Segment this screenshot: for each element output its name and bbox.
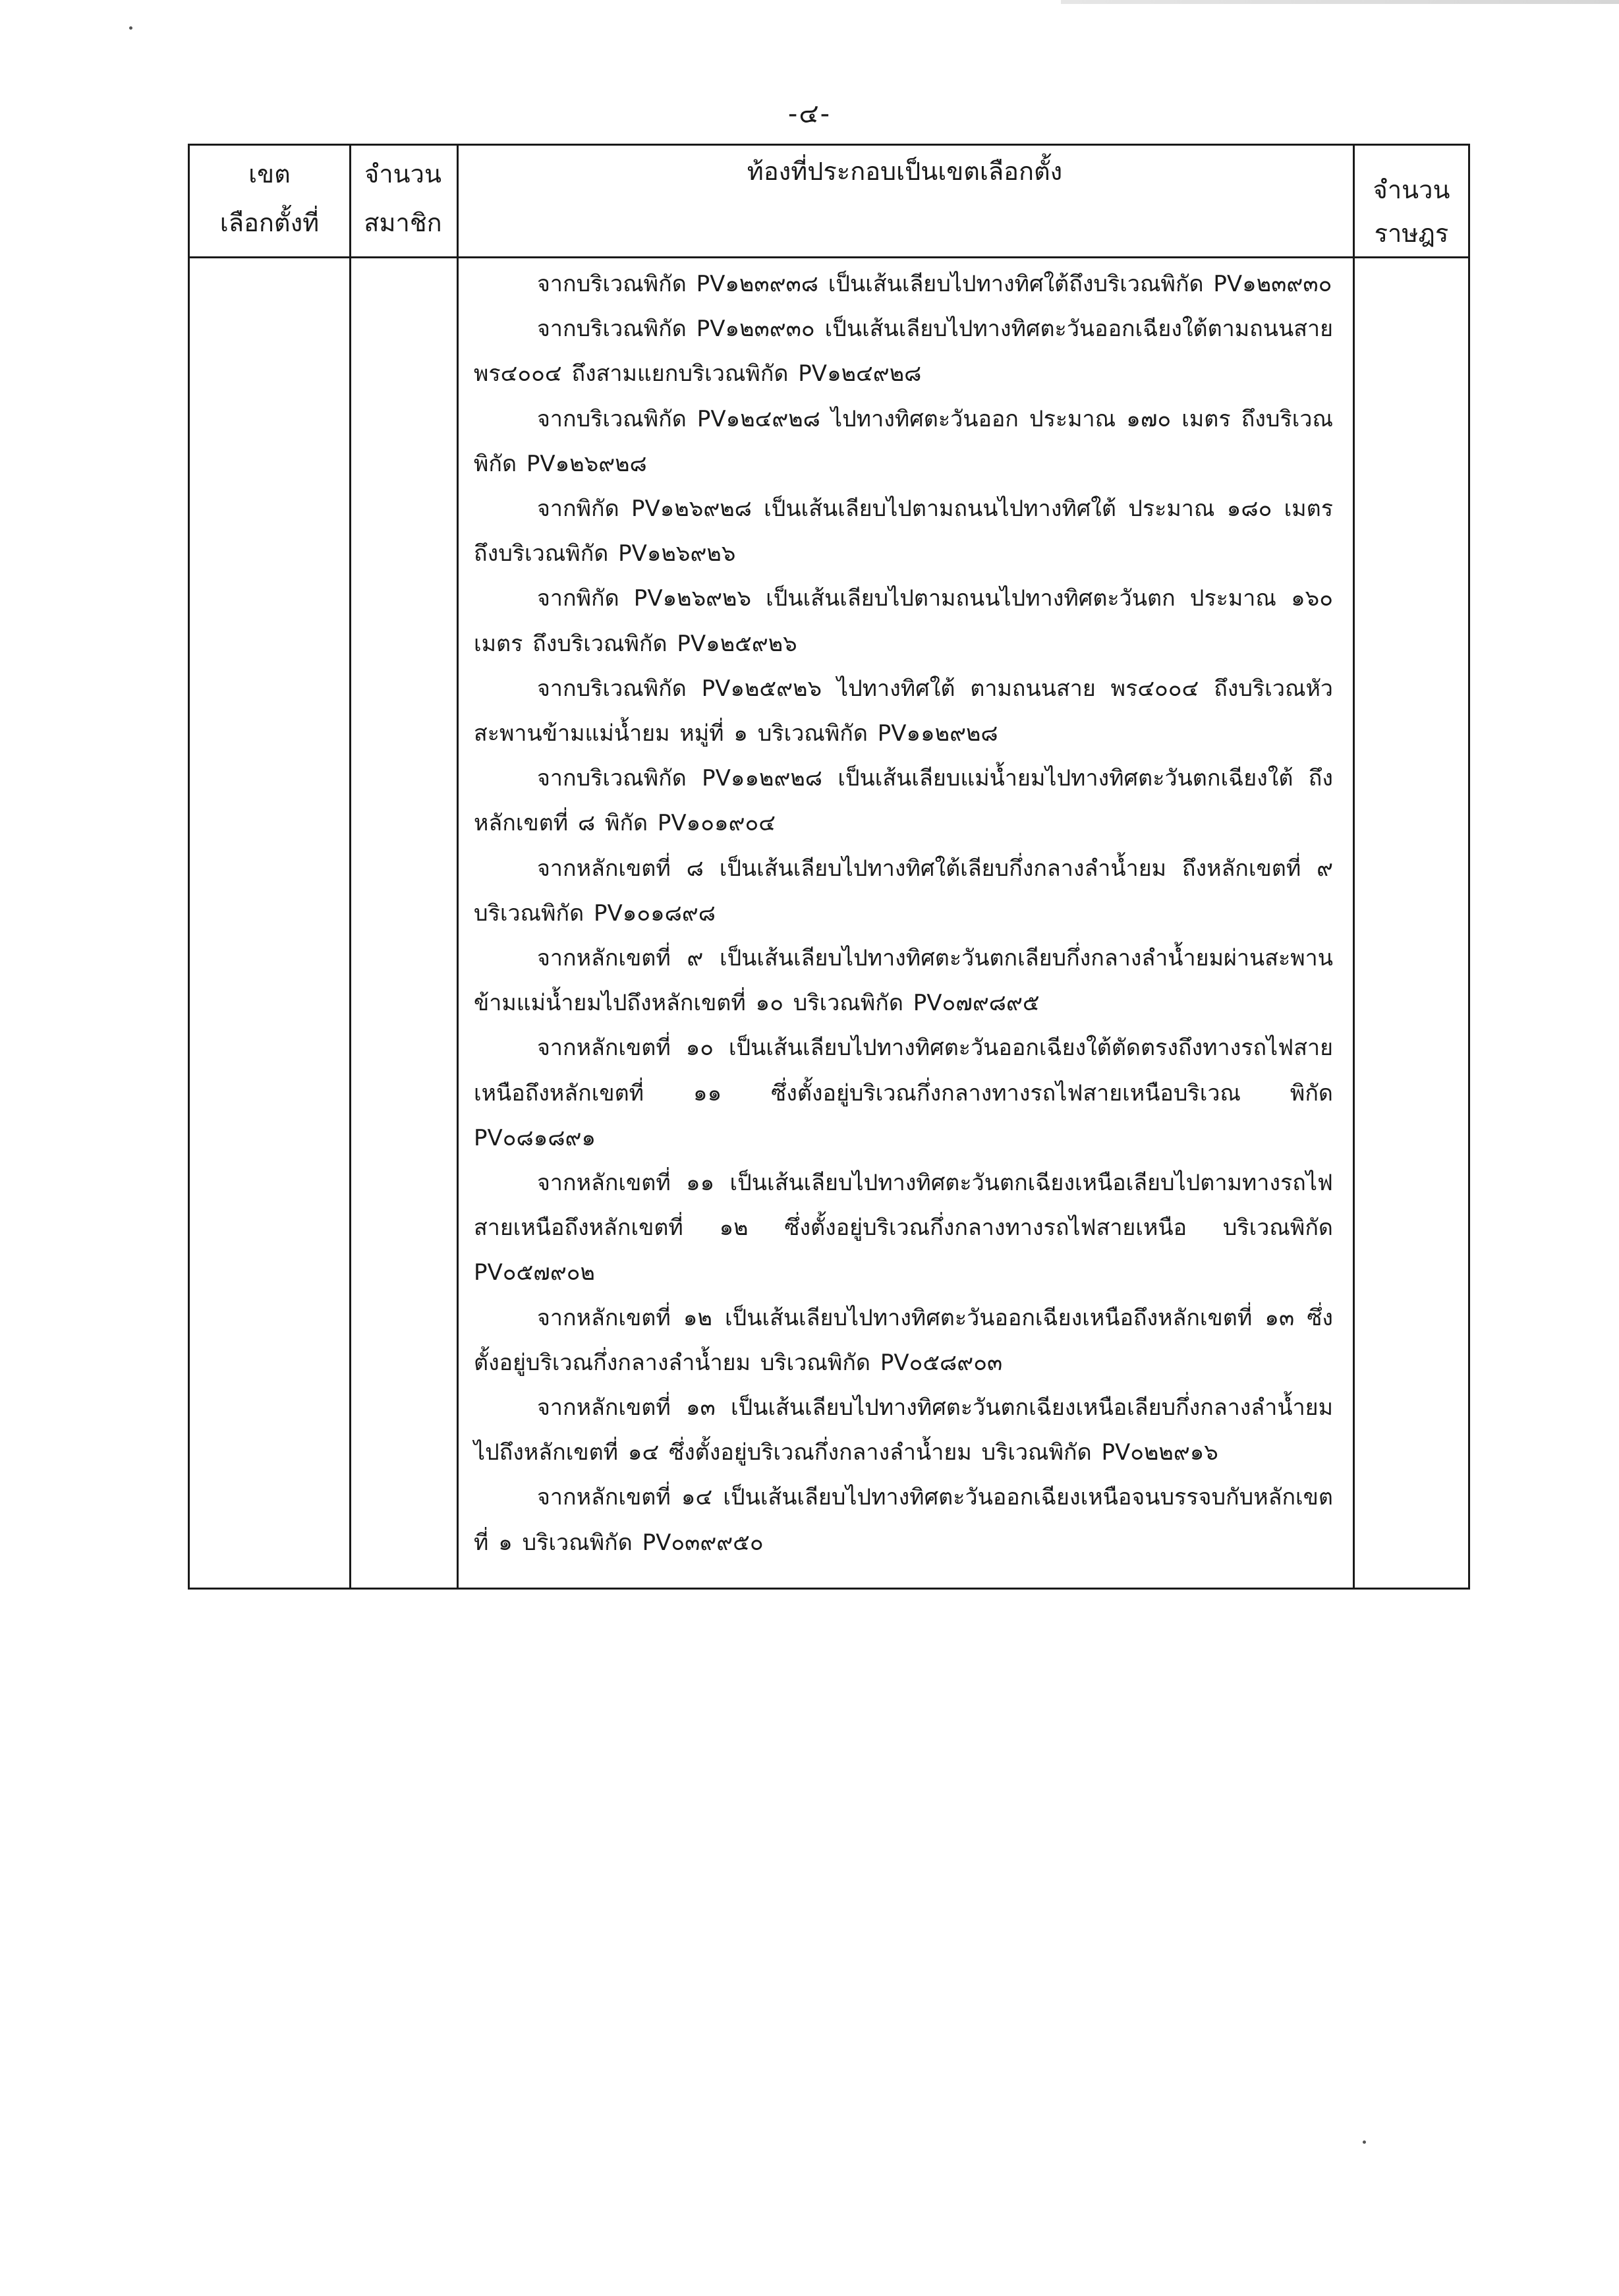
boundary-paragraph: จากพิกัด PV๑๒๖๙๒๘ เป็นเส้นเลียบไปตามถนนไปทางทิศใต้ ประมาณ ๑๘๐ เมตร ถึงบริเวณพิกัด PV๑๒๖๙๒๖ [474,496,1333,567]
header-members: จำนวน สมาชิก [364,159,442,237]
boundary-paragraph: จากบริเวณพิกัด PV๑๒๕๙๒๖ ไปทางทิศใต้ ตามถนนสาย พร๔๐๐๔ ถึงบริเวณหัวสะพานข้ามแม่น้ำยม หมู่ที่ ๑ บริเวณพิกัด PV๑๑๒๙๒๘ [474,675,1333,747]
boundary-paragraph: จากหลักเขตที่ ๙ เป็นเส้นเลียบไปทางทิศตะวันตกเลียบกึ่งกลางลำน้ำยมผ่านสะพานข้ามแม่น้ำยมไปถึงหลักเขตที่ ๑๐ บริเวณพิกัด PV๐๗๙๘๙๕ [474,945,1333,1017]
scan-edge [1061,0,1619,4]
header-divider [190,256,1468,258]
boundary-paragraph: จากหลักเขตที่ ๑๑ เป็นเส้นเลียบไปทางทิศตะวันตกเฉียงเหนือเลียบไปตามทางรถไฟสายเหนือถึงหลักเขตที่ ๑๒ ซึ่งตั้งอยู่บริเวณกึ่งกลางทางรถไฟสายเหนือ บริเวณพิกัด PV๐๕๗๙๐๒ [474,1170,1333,1286]
boundary-paragraph: จากบริเวณพิกัด PV๑๒๔๙๒๘ ไปทางทิศตะวันออก ประมาณ ๑๗๐ เมตร ถึงบริเวณพิกัด PV๑๒๖๙๒๘ [474,405,1333,477]
header-population: จำนวน ราษฎร [1373,175,1450,248]
boundary-paragraph: จากบริเวณพิกัด PV๑๑๒๙๒๘ เป็นเส้นเลียบแม่น้ำยมไปทางทิศตะวันตกเฉียงใต้ ถึงหลักเขตที่ ๘ พิกัด PV๑๐๑๙๐๔ [474,765,1333,837]
election-district-table [188,144,1470,1590]
header-area: ท้องที่ประกอบเป็นเขตเลือกตั้ง [747,157,1063,186]
boundary-paragraph: จากหลักเขตที่ ๘ เป็นเส้นเลียบไปทางทิศใต้เลียบกึ่งกลางลำน้ำยม ถึงหลักเขตที่ ๙ บริเวณพิกัด PV๑๐๑๘๙๘ [474,855,1333,927]
page-number: -๔- [787,99,832,129]
area-description [457,259,1353,1565]
column-divider [1353,146,1355,1588]
header-district: เขต เลือกตั้งที่ [219,159,320,237]
column-divider [349,146,351,1588]
boundary-paragraph: จากหลักเขตที่ ๑๐ เป็นเส้นเลียบไปทางทิศตะวันออกเฉียงใต้ตัดตรงถึงทางรถไฟสายเหนือถึงหลักเขตที่ ๑๑ ซึ่งตั้งอยู่บริเวณกึ่งกลางทางรถไฟสายเหนือบริเวณ พิกัด PV๐๘๑๘๙๑ [474,1035,1333,1151]
boundary-paragraph: จากพิกัด PV๑๒๖๙๒๖ เป็นเส้นเลียบไปตามถนนไปทางทิศตะวันตก ประมาณ ๑๖๐ เมตร ถึงบริเวณพิกัด PV๑๒๕๙๒๖ [474,585,1333,657]
scan-speck [129,26,132,30]
boundary-paragraph: จากหลักเขตที่ ๑๓ เป็นเส้นเลียบไปทางทิศตะวันตกเฉียงเหนือเลียบกึ่งกลางลำน้ำยมไปถึงหลักเขตที่ ๑๔ ซึ่งตั้งอยู่บริเวณกึ่งกลางลำน้ำยม บริเวณพิกัด PV๐๒๒๙๑๖ [474,1394,1333,1466]
boundary-paragraph: จากบริเวณพิกัด PV๑๒๓๙๓๘ เป็นเส้นเลียบไปทางทิศใต้ถึงบริเวณพิกัด PV๑๒๓๙๓๐ [537,271,1332,297]
boundary-paragraph: จากหลักเขตที่ ๑๒ เป็นเส้นเลียบไปทางทิศตะวันออกเฉียงเหนือถึงหลักเขตที่ ๑๓ ซึ่งตั้งอยู่บริเวณกึ่งกลางลำน้ำยม บริเวณพิกัด PV๐๕๘๙๐๓ [474,1304,1333,1376]
boundary-paragraph: จากบริเวณพิกัด PV๑๒๓๙๓๐ เป็นเส้นเลียบไปทางทิศตะวันออกเฉียงใต้ตามถนนสาย พร๔๐๐๔ ถึงสามแยกบริเวณพิกัด PV๑๒๔๙๒๘ [474,316,1333,387]
boundary-paragraph: จากหลักเขตที่ ๑๔ เป็นเส้นเลียบไปทางทิศตะวันออกเฉียงเหนือจนบรรจบกับหลักเขตที่ ๑ บริเวณพิกัด PV๐๓๙๙๕๐ [474,1484,1333,1556]
scan-speck [1363,2140,1366,2144]
